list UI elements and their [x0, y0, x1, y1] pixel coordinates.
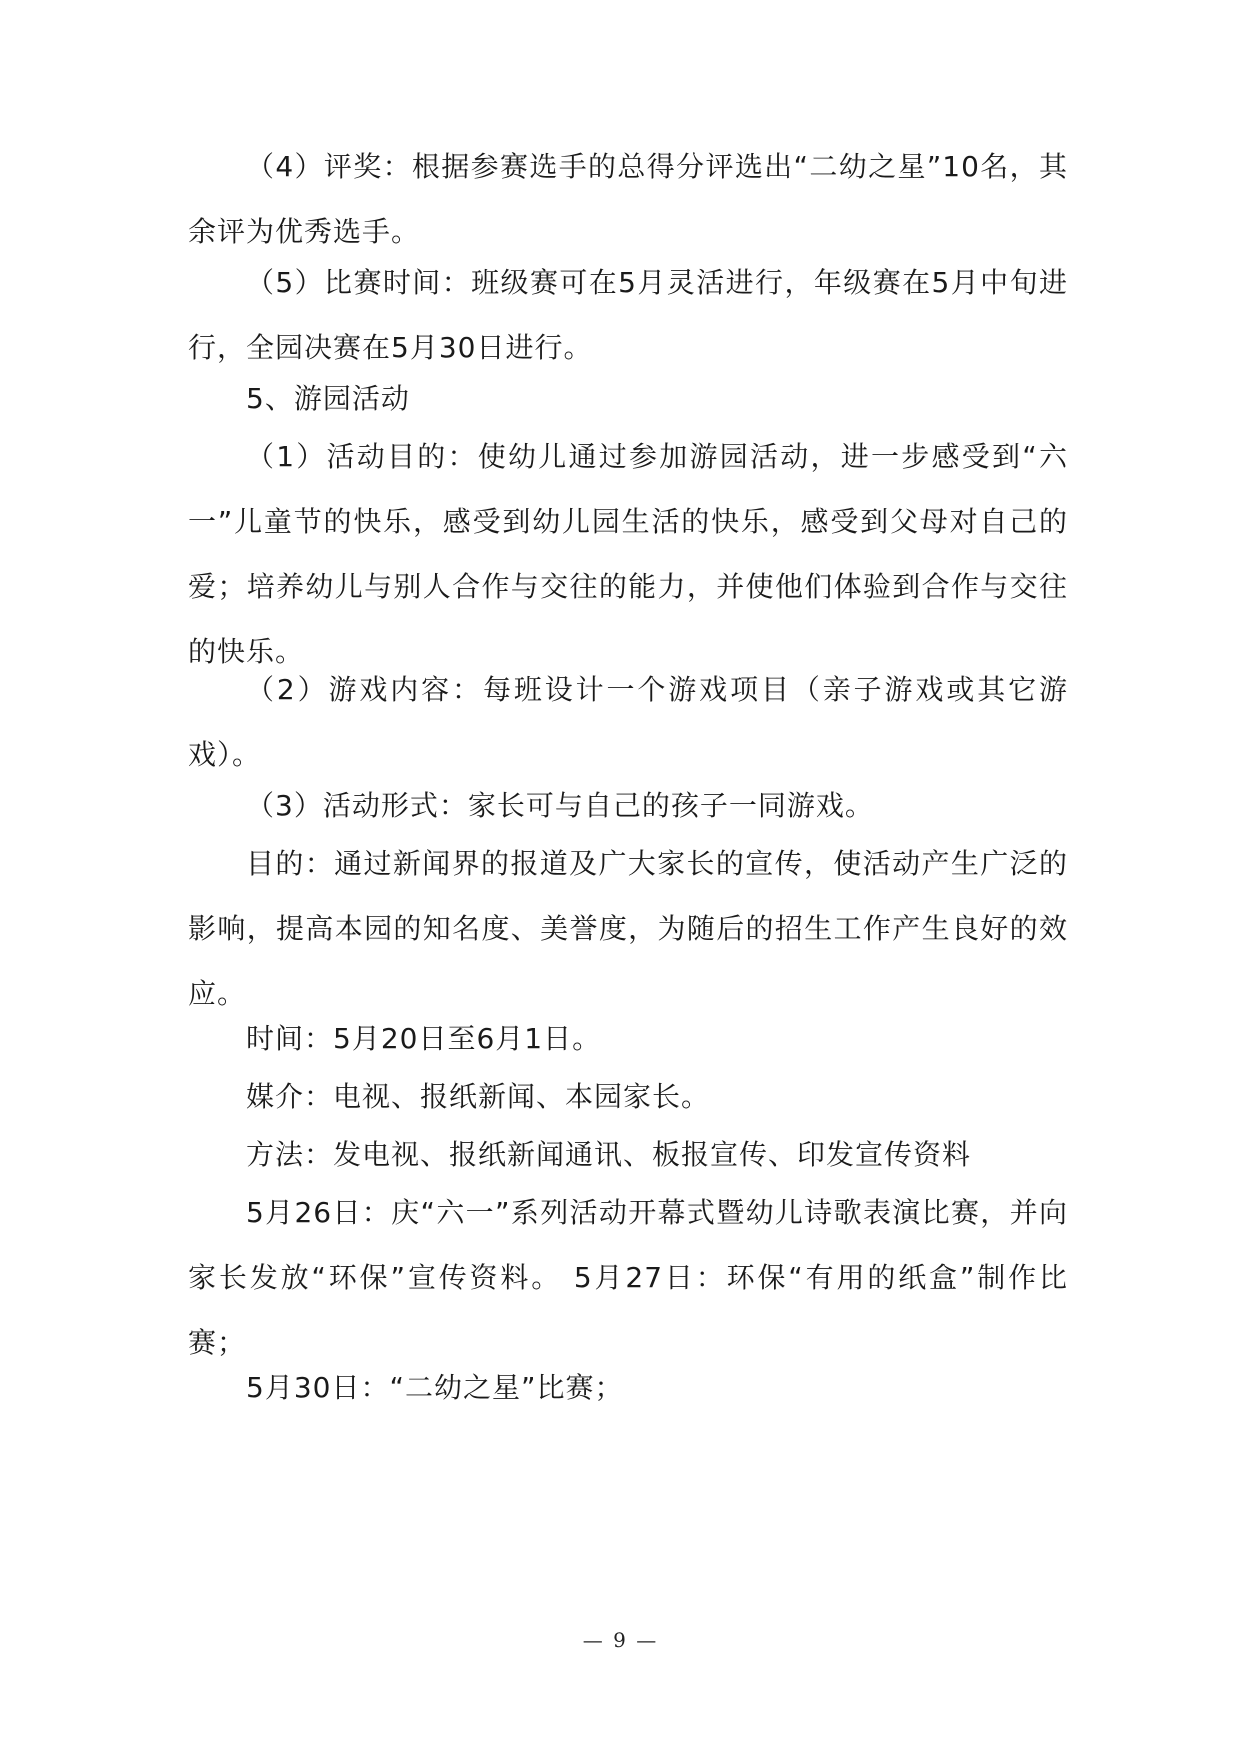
paragraph-schedule-may-26-27: 5月26日：庆“六一”系列活动开幕式暨幼儿诗歌表演比赛，并向家长发放“环保”宣传资料。 5月27日：环保“有用的纸盒”制作比赛；	[188, 1196, 1068, 1359]
section-heading-garden-tour: 5、游园活动	[246, 382, 410, 415]
paragraph-schedule-may-30: 5月30日：“二幼之星”比赛；	[246, 1371, 624, 1404]
paragraph-activity-purpose: （1）活动目的：使幼儿通过参加游园活动，进一步感受到“六一”儿童节的快乐，感受到幼儿园生活的快乐，感受到父母对自己的爱；培养幼儿与别人合作与交往的能力，并使他们体验到合作与交往的快乐。	[188, 440, 1068, 668]
paragraph-publicity-purpose: 目的：通过新闻界的报道及广大家长的宣传，使活动产生广泛的影响，提高本园的知名度、美誉度，为随后的招生工作产生良好的效应。	[188, 847, 1068, 1010]
paragraph-competition-time: （5）比赛时间：班级赛可在5月灵活进行，年级赛在5月中旬进行，全园决赛在5月30日进行。	[188, 266, 1068, 364]
paragraph-activity-form: （3）活动形式：家长可与自己的孩子一同游戏。	[246, 789, 874, 822]
page-number: — 9 —	[582, 1628, 659, 1652]
paragraph-media: 媒介：电视、报纸新闻、本园家长。	[246, 1080, 711, 1113]
paragraph-time: 时间：5月20日至6月1日。	[246, 1022, 602, 1055]
paragraph-awards: （4）评奖：根据参赛选手的总得分评选出“二幼之星”10名，其余评为优秀选手。	[188, 150, 1068, 248]
paragraph-method: 方法：发电视、报纸新闻通讯、板报宣传、印发宣传资料	[246, 1138, 972, 1171]
paragraph-game-content: （2）游戏内容：每班设计一个游戏项目（亲子游戏或其它游戏）。	[188, 673, 1068, 771]
